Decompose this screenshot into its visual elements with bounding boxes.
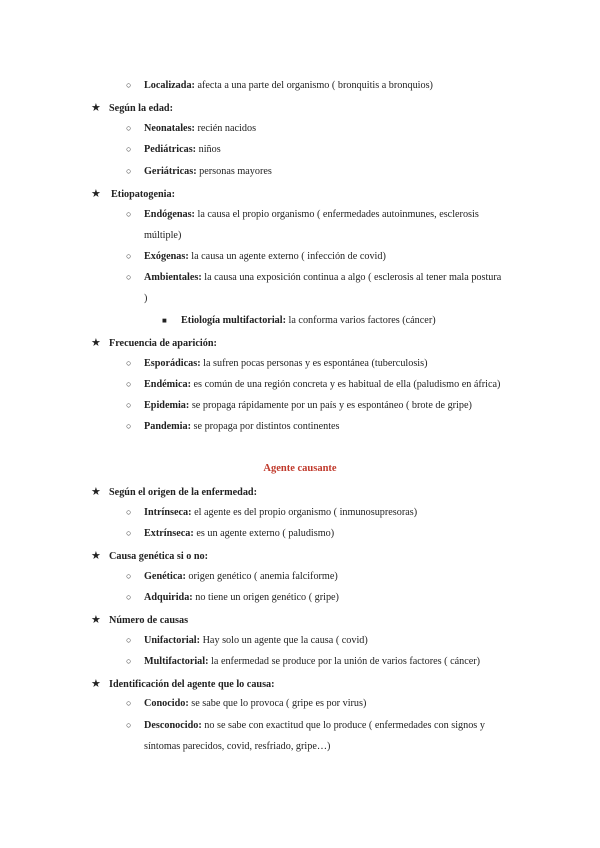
circle-bullet-icon: ○: [126, 698, 132, 708]
item-term: Intrínseca:: [144, 507, 192, 518]
circle-bullet-icon: ○: [126, 272, 132, 282]
item-term: Ambientales:: [144, 272, 202, 283]
section-title-genetica: [91, 549, 208, 562]
section-title-edad: [91, 101, 173, 114]
circle-bullet-icon: ○: [126, 656, 132, 666]
list-item: [126, 592, 339, 603]
list-item: [126, 80, 433, 91]
item-text: se propaga rápidamente por un país y es espontáneo ( brote de gripe): [189, 400, 472, 411]
item-term: Exógenas:: [144, 251, 189, 262]
list-item: [126, 166, 272, 177]
item-term: Adquirida:: [144, 592, 193, 603]
item-term: Genética:: [144, 571, 186, 582]
section-title-frecuencia: [91, 336, 217, 349]
item-term: Neonatales:: [144, 123, 195, 134]
star-bullet-icon: ★: [91, 550, 101, 562]
section-title-etiopatogenia: [91, 187, 175, 200]
item-term: Unifactorial:: [144, 635, 201, 646]
section-title-text: Etiopatogenia:: [111, 189, 175, 200]
section-title-text: Frecuencia de aparición:: [109, 338, 217, 349]
item-text: no se sabe con exactitud que lo produce ( enfermedades con signos y: [201, 720, 485, 731]
item-text: afecta a una parte del organismo ( bronquitis a bronquios): [194, 80, 433, 91]
item-text: se propaga por distintos continentes: [190, 421, 340, 432]
section-title-origen: [91, 485, 257, 498]
section-title-identificacion: [91, 677, 275, 690]
star-bullet-icon: ★: [91, 337, 101, 349]
item-text: origen genético ( anemia falciforme): [185, 571, 338, 582]
item-term: Endógenas:: [144, 209, 195, 220]
section-title-text: Identificación del agente que lo causa:: [109, 679, 275, 690]
item-term: Geriátricas:: [144, 166, 197, 177]
list-item: [126, 123, 256, 134]
star-bullet-icon: ★: [91, 614, 101, 626]
circle-bullet-icon: ○: [126, 528, 132, 538]
item-text: la causa una exposición continua a algo ( esclerosis al tener mala postura: [201, 272, 502, 283]
circle-bullet-icon: ○: [126, 358, 132, 368]
list-item: [126, 421, 340, 432]
circle-bullet-icon: ○: [126, 251, 132, 261]
section-title-text: Según la edad:: [109, 103, 173, 114]
square-bullet-icon: ■: [162, 316, 167, 325]
circle-bullet-icon: ○: [126, 592, 132, 602]
list-item: [126, 507, 417, 518]
list-item: [126, 358, 428, 369]
item-term: Pandemia:: [144, 421, 191, 432]
item-continuation: síntomas parecidos, covid, resfriado, gripe…): [144, 741, 331, 752]
item-continuation: múltiple): [144, 230, 182, 241]
star-bullet-icon: ★: [91, 678, 101, 690]
list-item: [126, 656, 480, 667]
item-term: Pediátricas:: [144, 144, 197, 155]
item-text: la sufren pocas personas y es espontánea (tuberculosis): [200, 358, 428, 369]
item-term: Localizada:: [144, 80, 195, 91]
item-text: el agente es del propio organismo ( inmunosupresoras): [191, 507, 418, 518]
list-item: [126, 251, 386, 262]
star-bullet-icon: ★: [91, 486, 101, 498]
circle-bullet-icon: ○: [126, 720, 132, 730]
circle-bullet-icon: ○: [126, 80, 132, 90]
item-text: personas mayores: [196, 166, 272, 177]
item-term: Desconocido:: [144, 720, 202, 731]
star-bullet-icon: ★: [91, 188, 101, 200]
list-item: [126, 209, 479, 220]
circle-bullet-icon: ○: [126, 166, 132, 176]
item-text: niños: [196, 144, 221, 155]
item-term: Conocido:: [144, 698, 189, 709]
star-bullet-icon: ★: [91, 102, 101, 114]
circle-bullet-icon: ○: [126, 379, 132, 389]
circle-bullet-icon: ○: [126, 400, 132, 410]
item-text: la causa el propio organismo ( enfermedades autoinmunes, esclerosis: [194, 209, 479, 220]
circle-bullet-icon: ○: [126, 144, 132, 154]
item-text: es común de una región concreta y es habitual de ella (paludismo en áfrica): [190, 379, 501, 390]
section-title-numero: [91, 613, 188, 626]
circle-bullet-icon: ○: [126, 421, 132, 431]
list-item: [126, 400, 472, 411]
section-title-text: Número de causas: [109, 615, 189, 626]
circle-bullet-icon: ○: [126, 507, 132, 517]
item-term: Multifactorial:: [144, 656, 209, 667]
item-term: Esporádicas:: [144, 358, 201, 369]
section-title-text: Causa genética si o no:: [109, 551, 209, 562]
item-text: la conforma varios factores (cáncer): [285, 315, 436, 326]
item-text: se sabe que lo provoca ( gripe es por virus): [188, 698, 367, 709]
item-continuation: ): [144, 293, 148, 304]
item-text: la enfermedad se produce por la unión de varios factores ( cáncer): [208, 656, 481, 667]
circle-bullet-icon: ○: [126, 123, 132, 133]
list-item: [162, 315, 436, 326]
list-item: [126, 379, 500, 390]
list-item: [126, 528, 334, 539]
circle-bullet-icon: ○: [126, 635, 132, 645]
circle-bullet-icon: ○: [126, 571, 132, 581]
list-item: [126, 698, 366, 709]
section-heading: Agente causante: [263, 463, 337, 474]
list-item: [126, 571, 338, 582]
list-item: [126, 272, 501, 283]
item-text: la causa un agente externo ( infección de covid): [188, 251, 386, 262]
item-text: no tiene un origen genético ( gripe): [192, 592, 339, 603]
item-text: Hay solo un agente que la causa ( covid): [200, 635, 368, 646]
item-text: recién nacidos: [194, 123, 257, 134]
item-term: Extrínseca:: [144, 528, 194, 539]
section-title-text: Según el origen de la enfermedad:: [109, 487, 257, 498]
item-term: Epidemia:: [144, 400, 190, 411]
item-text: es un agente externo ( paludismo): [193, 528, 335, 539]
item-term: Endémica:: [144, 379, 191, 390]
list-item: [126, 720, 485, 731]
item-term: Etiología multifactorial:: [181, 315, 286, 326]
list-item: [126, 635, 368, 646]
list-item: [126, 144, 221, 155]
circle-bullet-icon: ○: [126, 209, 132, 219]
